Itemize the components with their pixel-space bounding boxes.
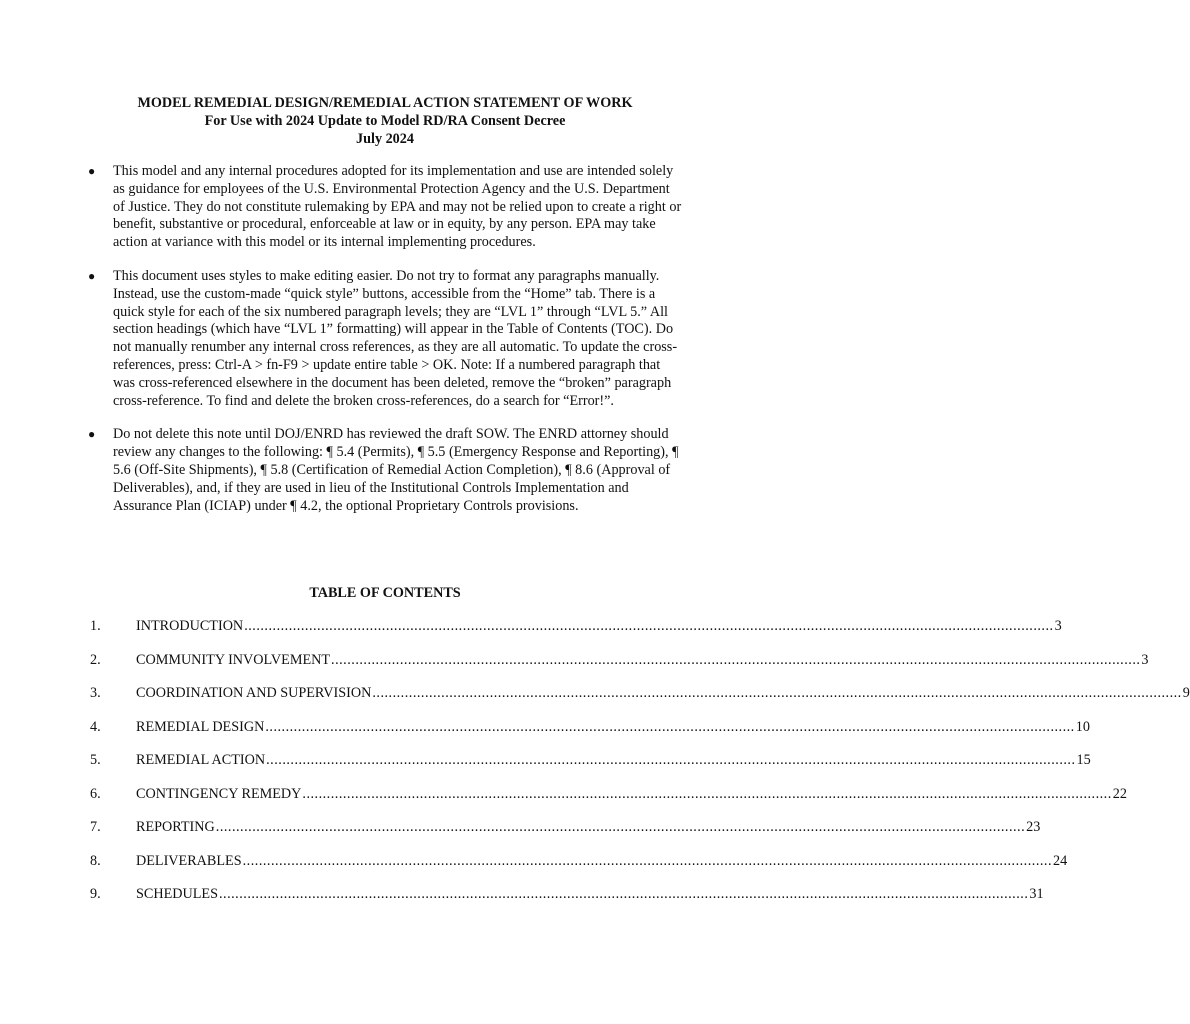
toc-entry-page[interactable]: 23	[1026, 819, 1041, 835]
toc-entry[interactable]	[90, 651, 1149, 685]
toc-entry[interactable]	[90, 852, 1068, 886]
toc-leader-dots: ........................................................................................................................................................................................................	[218, 886, 1029, 902]
toc-entry-page[interactable]: 24	[1053, 852, 1068, 869]
toc-entry-label[interactable]: COMMUNITY INVOLVEMENT	[136, 651, 331, 668]
note-item	[88, 268, 682, 410]
bullet-icon: ●	[88, 164, 96, 178]
toc-entry[interactable]	[90, 684, 1190, 718]
toc-entry-page[interactable]: 31	[1029, 886, 1044, 902]
toc-entry-label[interactable]: REPORTING	[136, 819, 215, 835]
toc-entry-label[interactable]: CONTINGENCY REMEDY	[136, 785, 302, 802]
note-item	[88, 163, 682, 252]
toc-entry-number: 5.	[90, 752, 101, 768]
toc-entry-page[interactable]: 10	[1075, 718, 1090, 735]
toc-entry[interactable]	[90, 785, 1127, 819]
toc-leader-dots: ........................................................................................................................................................................................................	[266, 752, 1076, 768]
toc-entry-label[interactable]: REMEDIAL DESIGN	[136, 718, 265, 735]
toc-leader-dots: ........................................................................................................................................................................................................	[244, 618, 1054, 634]
bullet-icon: ●	[88, 268, 96, 283]
toc-entry-number: 9.	[90, 886, 101, 902]
document-subtitle: For Use with 2024 Update to Model RD/RA Consent Decree	[204, 113, 566, 129]
toc-entry-number: 6.	[90, 785, 101, 802]
toc-leader-dots: ........................................................................................................................................................................................................	[215, 819, 1026, 835]
table-of-contents	[90, 617, 1190, 919]
toc-entry-page[interactable]: 22	[1112, 785, 1127, 802]
toc-entry[interactable]	[90, 818, 1041, 852]
toc-entry-label[interactable]: SCHEDULES	[136, 886, 218, 902]
toc-entry-page[interactable]: 3	[1054, 618, 1062, 634]
document-title: MODEL REMEDIAL DESIGN/REMEDIAL ACTION STATEMENT OF WORK	[137, 95, 633, 111]
toc-leader-dots: ........................................................................................................................................................................................................	[372, 685, 1182, 701]
toc-entry-label[interactable]: INTRODUCTION	[136, 618, 244, 634]
toc-entry-number: 7.	[90, 819, 101, 835]
toc-title: TABLE OF CONTENTS	[309, 585, 461, 601]
toc-entry-number: 2.	[90, 651, 101, 668]
document-header	[90, 94, 680, 148]
toc-entry-number: 3.	[90, 685, 101, 701]
toc-entry[interactable]	[90, 885, 1044, 919]
toc-entry[interactable]	[90, 751, 1091, 785]
toc-entry-number: 8.	[90, 852, 101, 869]
note-text: This document uses styles to make editing easier. Do not try to format any paragraphs manually. Instead, use the custom-made “quick style” buttons, accessible from the “Home” tab. There is a quick style for each of the six numbered paragraph levels; they are “LVL 1” through “LVL 5.” All section headings (which have “LVL 1” formatting) will appear in the Table of Contents (TOC). Do not manually renumber any internal cross references, as they are all automatic. To update the cross-references, press: Ctrl-A > fn-F9 > update entire table > OK. Note: If a numbered paragraph that was cross-referenced elsewhere in the document has been deleted, remove the “broken” paragraph cross-reference. To find and delete the broken cross-references, do a search for “Error!”.	[113, 267, 678, 409]
toc-leader-dots: ........................................................................................................................................................................................................	[331, 651, 1141, 668]
notes-list	[88, 163, 682, 531]
toc-entry-label[interactable]: DELIVERABLES	[136, 852, 242, 869]
note-text: This model and any internal procedures adopted for its implementation and use are intended solely as guidance for employees of the U.S. Environmental Protection Agency and the U.S. Department of Justice. They do not constitute rulemaking by EPA and may not be relied upon to create a right or benefit, substantive or procedural, enforceable at law or in equity, by any person. EPA may take action at variance with this model or its internal implementing procedures.	[113, 163, 682, 251]
toc-leader-dots: ........................................................................................................................................................................................................	[265, 718, 1075, 735]
toc-leader-dots: ........................................................................................................................................................................................................	[302, 785, 1112, 802]
note-text: Do not delete this note until DOJ/ENRD has reviewed the draft SOW. The ENRD attorney should review any changes to the following: ¶ 5.4 (Permits), ¶ 5.5 (Emergency Response and Reporting), ¶ 5.6 (Off-Site Shipments), ¶ 5.8 (Certification of Remedial Action Completion), ¶ 8.6 (Approval of Deliverables), and, if they are used in lieu of the Institutional Controls Implementation and Assurance Plan (ICIAP) under ¶ 4.2, the optional Proprietary Controls provisions.	[113, 426, 679, 514]
note-item	[88, 426, 682, 515]
toc-leader-dots: ........................................................................................................................................................................................................	[242, 852, 1052, 869]
toc-entry-number: 1.	[90, 618, 101, 634]
toc-entry[interactable]	[90, 617, 1062, 651]
toc-entry-label[interactable]: COORDINATION AND SUPERVISION	[136, 685, 372, 701]
toc-entry-page[interactable]: 3	[1141, 651, 1149, 668]
toc-entry[interactable]	[90, 718, 1090, 752]
toc-entry-number: 4.	[90, 718, 101, 735]
bullet-icon: ●	[88, 427, 96, 442]
toc-entry-page[interactable]: 15	[1076, 752, 1091, 768]
toc-entry-page[interactable]: 9	[1182, 685, 1190, 701]
document-date: July 2024	[356, 131, 414, 147]
toc-entry-label[interactable]: REMEDIAL ACTION	[136, 752, 266, 768]
